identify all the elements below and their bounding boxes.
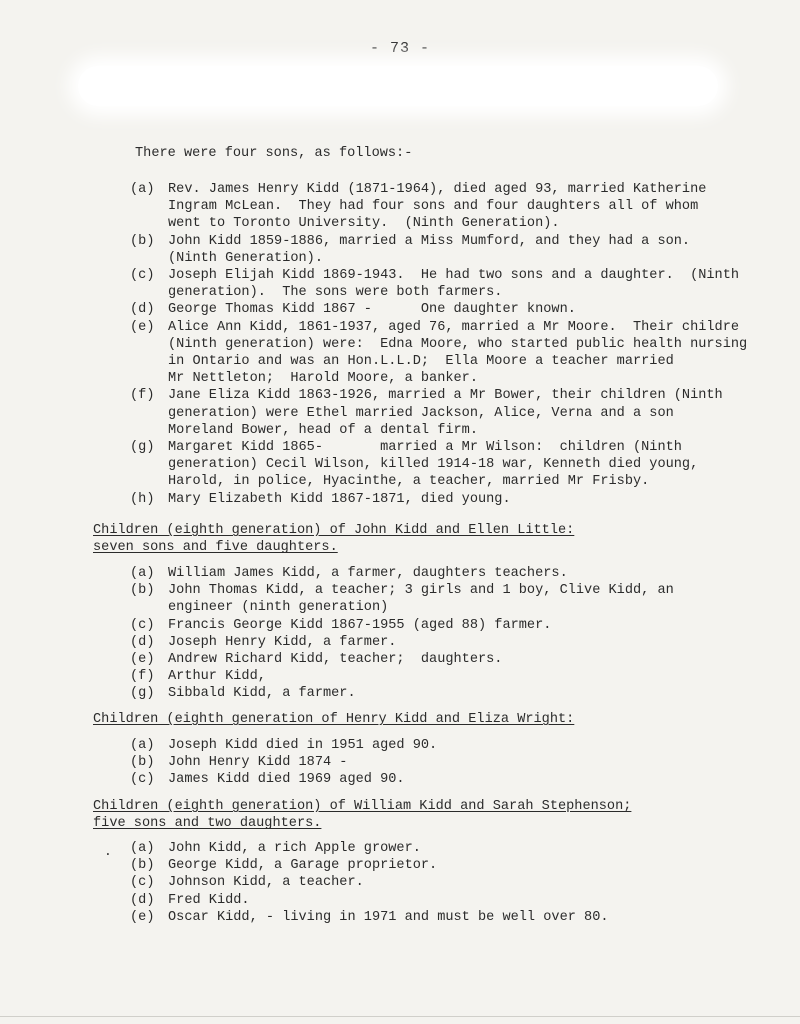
section-heading-william-kidd bbox=[93, 798, 631, 833]
list-item-text bbox=[168, 737, 437, 754]
stray-mark: . bbox=[104, 844, 112, 859]
list-item-marker: (c) bbox=[130, 617, 155, 633]
list-item-text bbox=[168, 685, 356, 702]
text-line: went to Toronto University. (Ninth Generation). bbox=[168, 216, 560, 232]
list-item-text bbox=[168, 582, 674, 616]
list-item-marker: (c) bbox=[130, 875, 155, 891]
text-line: Fred Kidd. bbox=[168, 892, 250, 908]
heading-line: Children (eighth generation) of William Kidd and Sarah Stephenson; bbox=[93, 799, 632, 814]
list-item-text bbox=[168, 840, 421, 857]
list-item-text bbox=[168, 565, 568, 582]
list-item-marker: (a) bbox=[130, 841, 155, 856]
text-line: Margaret Kidd 1865- married a Mr Wilson: children (Ninth bbox=[168, 439, 682, 455]
list-item-marker: (f) bbox=[130, 669, 155, 685]
list-item-text bbox=[168, 909, 609, 926]
list-item-marker: (d) bbox=[130, 892, 155, 908]
list-item-marker: (a) bbox=[130, 566, 155, 581]
heading-line: five sons and two daughters. bbox=[93, 816, 322, 832]
list-item-text bbox=[168, 319, 747, 388]
list-item-text bbox=[168, 857, 437, 874]
page-edge-line bbox=[0, 1016, 800, 1017]
text-line: Mary Elizabeth Kidd 1867-1871, died young. bbox=[168, 491, 511, 507]
list-item-text bbox=[168, 892, 250, 909]
list-item-text bbox=[168, 439, 698, 491]
text-line: Joseph Elijah Kidd 1869-1943. He had two sons and a daughter. (Ninth bbox=[168, 267, 740, 283]
text-line: engineer (ninth generation) bbox=[168, 600, 389, 616]
section-heading-henry-kidd bbox=[93, 711, 574, 728]
list-item-text bbox=[168, 617, 551, 634]
list-item-marker: (h) bbox=[130, 491, 155, 507]
text-line: John Thomas Kidd, a teacher; 3 girls and 1 boy, Clive Kidd, an bbox=[168, 583, 674, 599]
page-number: - 73 - bbox=[369, 40, 430, 57]
text-line: Johnson Kidd, a teacher. bbox=[168, 875, 364, 891]
list-item-marker: (e) bbox=[130, 651, 155, 667]
heading-line: Children (eighth generation of Henry Kidd and Eliza Wright: bbox=[93, 712, 575, 727]
text-line: (Ninth Generation). bbox=[168, 250, 323, 266]
list-item-marker: (c) bbox=[130, 772, 155, 788]
text-line: Jane Eliza Kidd 1863-1926, married a Mr Bower, their children (Ninth bbox=[168, 388, 723, 404]
list-item-marker: (g) bbox=[130, 686, 155, 702]
list-item-text bbox=[168, 771, 405, 788]
text-line: Harold, in police, Hyacinthe, a teacher, married Mr Frisby. bbox=[168, 474, 650, 490]
text-line: John Kidd, a rich Apple grower. bbox=[168, 841, 421, 856]
text-line: John Henry Kidd 1874 - bbox=[168, 755, 348, 771]
heading-line: Children (eighth generation) of John Kidd and Ellen Little: bbox=[93, 523, 575, 538]
list-item-text bbox=[168, 181, 706, 233]
text-line: Ingram McLean. They had four sons and four daughters all of whom bbox=[168, 199, 699, 215]
text-line: Joseph Kidd died in 1951 aged 90. bbox=[168, 738, 438, 753]
heading-line: seven sons and five daughters. bbox=[93, 540, 338, 556]
text-line: George Kidd, a Garage proprietor. bbox=[168, 858, 438, 874]
text-line: generation) were Ethel married Jackson, Alice, Verna and a son bbox=[168, 405, 674, 421]
text-line: John Kidd 1859-1886, married a Miss Mumford, and they had a son. bbox=[168, 233, 691, 249]
redacted-region bbox=[78, 66, 718, 106]
list-item-marker: (e) bbox=[130, 909, 155, 925]
list-item-text bbox=[168, 387, 723, 439]
text-line: Moreland Bower, head of a dental firm. bbox=[168, 422, 478, 438]
list-item-marker: (f) bbox=[130, 388, 155, 404]
list-item-text bbox=[168, 874, 364, 891]
list-item-marker: (c) bbox=[130, 267, 155, 283]
text-line: Arthur Kidd, bbox=[168, 669, 266, 685]
list-item-marker: (d) bbox=[130, 634, 155, 650]
list-item-text bbox=[168, 233, 690, 267]
text-line: Joseph Henry Kidd, a farmer. bbox=[168, 634, 397, 650]
text-line: (Ninth generation) were: Edna Moore, who started public health nursing bbox=[168, 336, 748, 352]
text-line: Sibbald Kidd, a farmer. bbox=[168, 686, 356, 702]
list-item-marker: (b) bbox=[130, 858, 155, 874]
text-line: Andrew Richard Kidd, teacher; daughters. bbox=[168, 651, 503, 667]
text-line: Oscar Kidd, - living in 1971 and must be well over 80. bbox=[168, 909, 609, 925]
text-line: generation). The sons were both farmers. bbox=[168, 285, 503, 301]
list-item-marker: (d) bbox=[130, 302, 155, 318]
text-line: in Ontario and was an Hon.L.L.D; Ella Moore a teacher married bbox=[168, 353, 674, 369]
intro-text: There were four sons, as follows:- bbox=[135, 146, 413, 161]
list-item-text bbox=[168, 267, 739, 301]
list-item-text bbox=[168, 651, 502, 668]
list-item-text bbox=[168, 634, 396, 651]
text-line: Mr Nettleton; Harold Moore, a banker. bbox=[168, 371, 478, 387]
list-item-text bbox=[168, 491, 511, 508]
list-item-marker: (b) bbox=[130, 233, 155, 249]
text-line: Alice Ann Kidd, 1861-1937, aged 76, married a Mr Moore. Their childre bbox=[168, 319, 740, 335]
text-line: generation) Cecil Wilson, killed 1914-18 war, Kenneth died young, bbox=[168, 457, 699, 473]
list-item-marker: (a) bbox=[130, 738, 155, 753]
section-heading-john-kidd bbox=[93, 522, 574, 557]
text-line: George Thomas Kidd 1867 - One daughter known. bbox=[168, 302, 576, 318]
text-line: James Kidd died 1969 aged 90. bbox=[168, 772, 405, 788]
list-item-marker: (g) bbox=[130, 439, 155, 455]
list-item-text bbox=[168, 754, 347, 771]
list-item-marker: (e) bbox=[130, 319, 155, 335]
list-item-text bbox=[168, 301, 576, 318]
text-line: William James Kidd, a farmer, daughters teachers. bbox=[168, 566, 568, 581]
list-item-marker: (a) bbox=[130, 182, 155, 197]
list-item-marker: (b) bbox=[130, 583, 155, 599]
list-item-text bbox=[168, 668, 266, 685]
text-line: Francis George Kidd 1867-1955 (aged 88) farmer. bbox=[168, 617, 552, 633]
list-item-marker: (b) bbox=[130, 755, 155, 771]
text-line: Rev. James Henry Kidd (1871-1964), died aged 93, married Katherine bbox=[168, 182, 707, 197]
